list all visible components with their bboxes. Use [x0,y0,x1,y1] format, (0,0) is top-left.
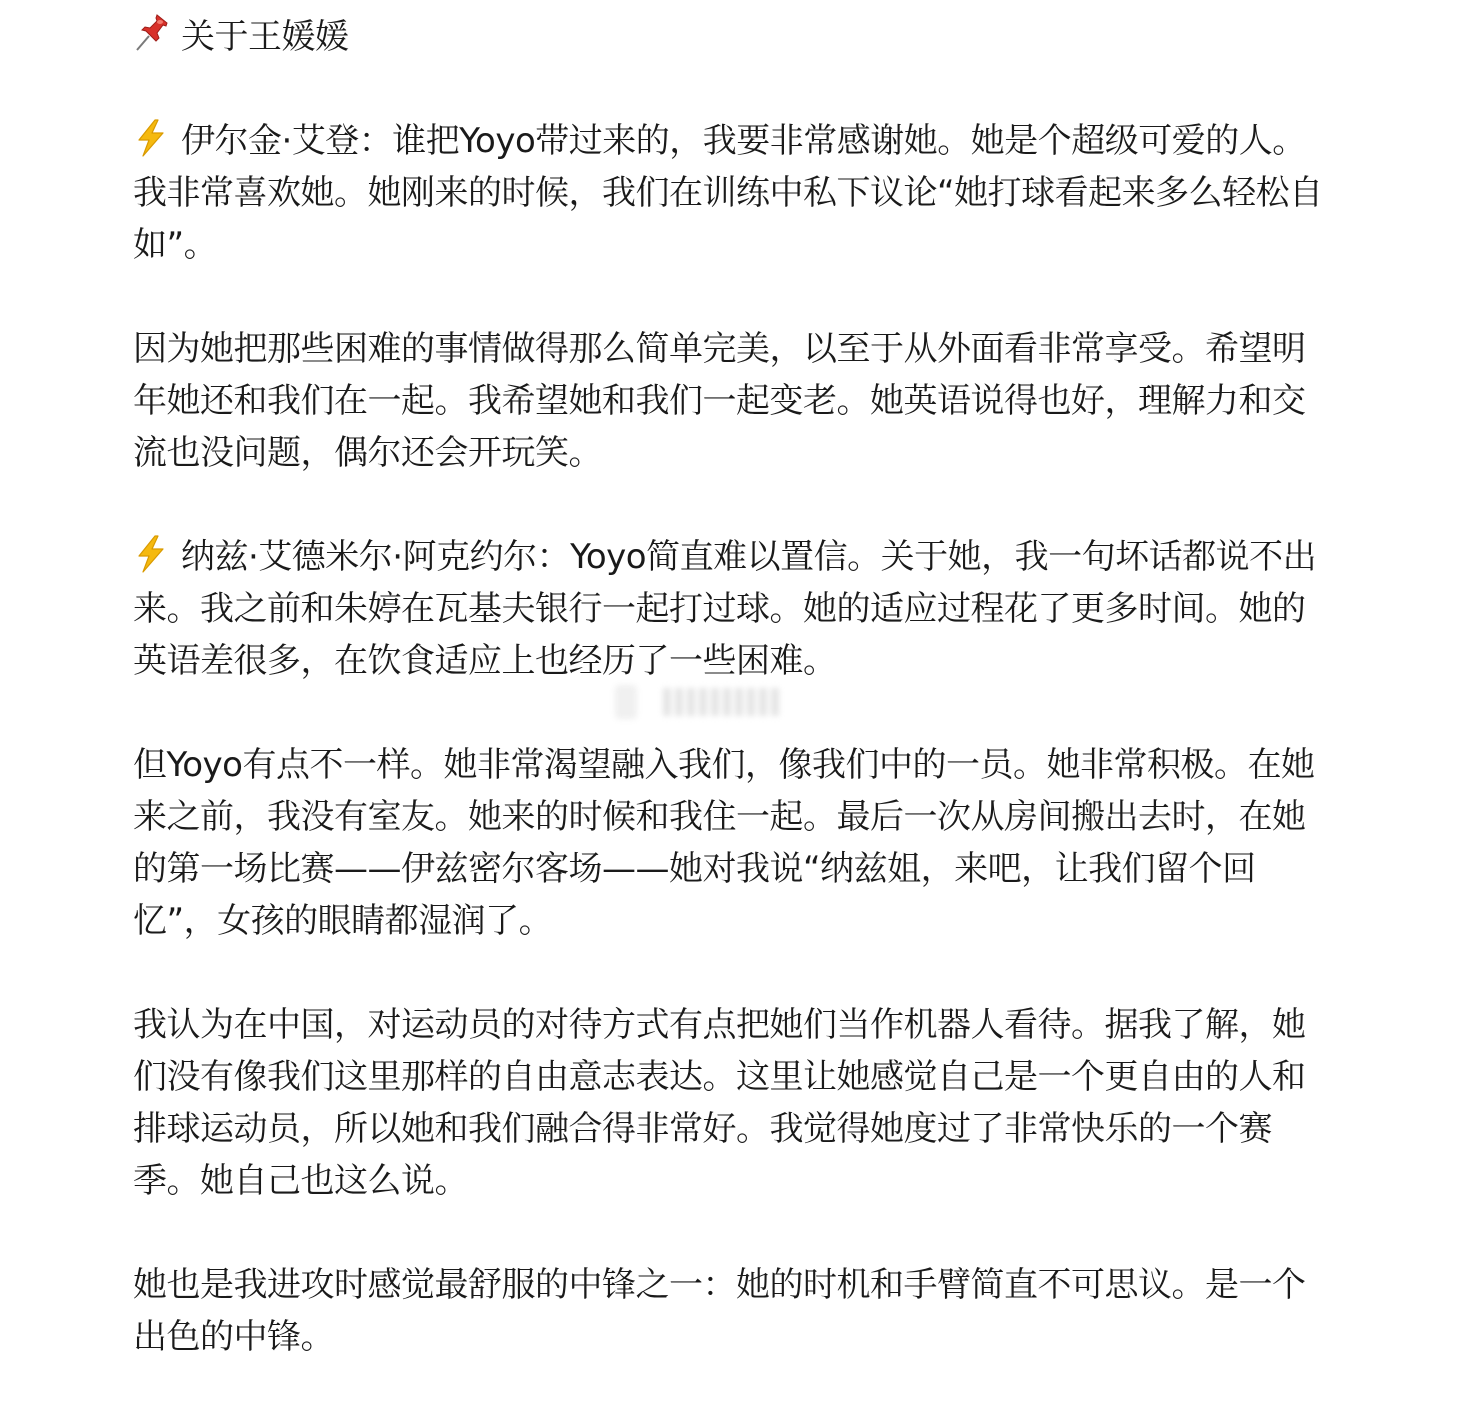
watermark-glyph [735,688,743,716]
paragraph-text: 因为她把那些困难的事情做得那么简单完美，以至于从外面看非常享受。希望明年她还和我们在一起。我希望她和我们一起变老。她英语说得也好，理解力和交流也没问题，偶尔还会开玩笑。 [133,329,1306,473]
lightning-icon [133,534,169,574]
paragraph-text: 我认为在中国，对运动员的对待方式有点把她们当作机器人看待。据我了解，她们没有像我们这里那样的自由意志表达。这里让她感觉自己是一个更自由的人和排球运动员，所以她和我们融合得非常好。我觉得她度过了非常快乐的一个赛季。她自己也这么说。 [133,1005,1306,1201]
post-title [133,11,1333,63]
watermark-glyph [723,688,731,716]
paragraph-text: 纳兹·艾德米尔·阿克约尔：Yoyo简直难以置信。关于她，我一句坏话都说不出来。我之前和朱婷在瓦基夫银行一起打过球。她的适应过程花了更多时间。她的英语差很多，在饮食适应上也经历了一些困难。 [133,537,1317,681]
watermark-glyph [663,688,671,716]
lightning-icon [133,118,169,158]
paragraph-text: 她也是我进攻时感觉最舒服的中锋之一：她的时机和手臂简直不可思议。是一个出色的中锋。 [133,1265,1306,1357]
pushpin-icon [133,14,169,54]
blurred-watermark [615,682,860,722]
post-title-text: 关于王媛媛 [181,17,349,57]
paragraph-text: 伊尔金·艾登：谁把Yoyo带过来的，我要非常感谢她。她是个超级可爱的人。我非常喜欢她。她刚来的时候，我们在训练中私下议论“她打球看起来多么轻松自如”。 [133,121,1323,265]
watermark-glyph [687,688,695,716]
watermark-glyph [759,688,767,716]
watermark-glyph [771,688,779,716]
watermark-glyph [747,688,755,716]
paragraph-continued-1 [133,323,1333,479]
watermark-glyph [711,688,719,716]
paragraph-continued-3 [133,999,1333,1207]
watermark-glyph [699,688,707,716]
paragraph-continued-2 [133,739,1333,947]
paragraph-continued-4 [133,1259,1333,1363]
watermark-logo-icon [615,685,637,719]
paragraph-text: 但Yoyo有点不一样。她非常渴望融入我们，像我们中的一员。她非常积极。在她来之前，我没有室友。她来的时候和我住一起。最后一次从房间搬出去时，在她的第一场比赛——伊兹密尔客场——她对我说“纳兹姐，来吧，让我们留个回忆”，女孩的眼睛都湿润了。 [133,745,1315,941]
paragraph-ilkin-aydin [133,115,1333,271]
watermark-glyph [675,688,683,716]
paragraph-naz-aydemir-akyol [133,531,1333,687]
